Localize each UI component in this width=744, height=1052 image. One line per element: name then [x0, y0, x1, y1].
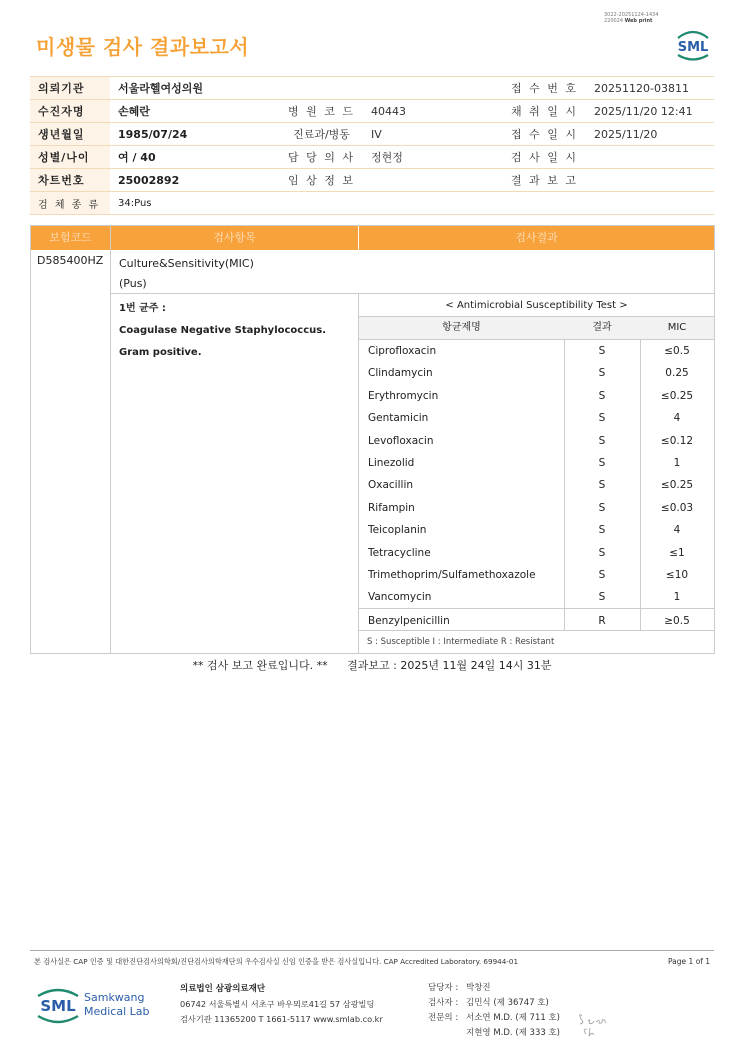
- patient-info-table: [30, 76, 714, 215]
- ast-row: [359, 452, 714, 474]
- logo-name-1: Samkwang: [84, 991, 145, 1004]
- organism-line2: Gram positive.: [119, 347, 202, 358]
- report-value: [586, 169, 714, 192]
- ast-row: [359, 362, 714, 384]
- lab-org: 의료법인 삼광의료재단: [180, 984, 266, 994]
- result-section: [30, 225, 715, 654]
- collect-date-label: 채 취 일 시: [503, 100, 586, 123]
- ast-result: S: [598, 591, 606, 604]
- test-date-label: 검 사 일 시: [503, 146, 586, 169]
- hospital-code-label: 병 원 코 드: [280, 100, 363, 123]
- insurance-code: D585400HZ: [37, 254, 104, 267]
- ast-mic: ≤0.5: [664, 345, 690, 357]
- ast-drug-name: Trimethoprim/Sulfamethoxazole: [368, 569, 536, 581]
- test-name-line2: (Pus): [119, 277, 147, 290]
- ast-drug-name: Tetracycline: [368, 546, 431, 559]
- ast-drug-name: Rifampin: [368, 501, 415, 514]
- staff-name: 서소연 M.D. (제 711 호): [466, 1013, 561, 1023]
- lab-address-line: 06742 서울특별시 서초구 바우뫼로41길 57 삼광빌딩: [180, 999, 375, 1009]
- staff-name: 김민식 (제 36747 호): [466, 998, 549, 1008]
- dept-label: 진료과/병동: [280, 123, 363, 146]
- ast-result: S: [598, 345, 606, 357]
- signature-image: [576, 1010, 612, 1038]
- ast-drug-name: Linezolid: [368, 457, 415, 469]
- clinical-label: 임 상 정 보: [280, 169, 363, 192]
- samkwang-logo: [36, 982, 156, 1028]
- sex-age-label: 성별/나이: [30, 146, 110, 169]
- ast-row: [359, 385, 714, 407]
- ast-col-name: 항균제명: [442, 322, 481, 333]
- ast-mic: 1: [673, 591, 681, 604]
- organism-line1: Coagulase Negative Staphylococcus.: [119, 325, 327, 336]
- header-code: 보험코드: [49, 231, 92, 244]
- divider: [110, 226, 111, 653]
- ast-mic: 0.25: [665, 367, 689, 380]
- ast-drug-name: Vancomycin: [368, 591, 432, 604]
- ast-result: S: [598, 389, 606, 402]
- ast-mic: ≤1: [669, 546, 685, 559]
- dept-value: IV: [363, 123, 503, 146]
- header-result: 검사결과: [515, 231, 558, 244]
- ast-mic: ≤0.25: [660, 479, 694, 492]
- ast-mic: 4: [673, 524, 681, 537]
- ast-row: [359, 586, 714, 608]
- ast-result: S: [598, 524, 606, 537]
- staff-role: 담당자 :: [428, 983, 459, 993]
- footer-divider: [30, 950, 714, 951]
- ast-result: S: [598, 569, 606, 581]
- hospital-code-value: 40443: [363, 100, 503, 123]
- ast-title: < Antimicrobial Susceptibility Test >: [445, 300, 628, 311]
- ast-mic: ≤0.25: [660, 389, 694, 402]
- ast-result: S: [598, 479, 606, 492]
- ast-drug-name: Benzylpenicillin: [368, 614, 450, 627]
- ast-result: S: [598, 501, 606, 514]
- staff-list: [428, 981, 560, 1041]
- test-name: [119, 254, 254, 294]
- receipt-no-value: 20251120-03811: [586, 77, 714, 100]
- lab-contact: 검사기관 11365200 T 1661-5117 www.smlab.co.kr: [180, 1014, 383, 1024]
- ast-row: [359, 519, 714, 541]
- ast-drug-name: Erythromycin: [368, 389, 439, 402]
- staff-name: 지현영 M.D. (제 333 호): [466, 1028, 561, 1038]
- ast-result: S: [598, 367, 606, 380]
- ast-row: [359, 542, 714, 564]
- result-header: [31, 226, 714, 250]
- test-name-line1: Culture&Sensitivity(MIC): [119, 257, 254, 270]
- sex-age-value: 여 / 40: [110, 146, 280, 169]
- ast-mic: ≥0.5: [664, 614, 690, 627]
- ast-drug-name: Ciprofloxacin: [368, 345, 437, 357]
- logo-top-text: SML: [677, 40, 709, 55]
- print-meta-line1: 3022-20251124-1434: [604, 12, 659, 18]
- ast-header: [359, 317, 714, 339]
- logo-bottom-text: SML: [40, 997, 76, 1015]
- receipt-date-value: 2025/11/20: [586, 123, 714, 146]
- ast-result: S: [598, 457, 606, 469]
- completion-note: ** 검사 보고 완료입니다. **: [192, 659, 328, 672]
- collect-date-value: 2025/11/20 12:41: [586, 100, 714, 123]
- clinical-value: [363, 169, 503, 192]
- ast-drug-name: Clindamycin: [368, 367, 433, 380]
- ast-row: [359, 497, 714, 519]
- ast-row: [359, 430, 714, 452]
- header-item: 검사항목: [213, 231, 256, 244]
- staff-role: 전문의 :: [428, 1013, 459, 1023]
- birth-value: 1985/07/24: [110, 123, 280, 146]
- staff-role: 검사자 :: [428, 998, 459, 1008]
- staff-role: [428, 1026, 466, 1041]
- specimen-label: 검 체 종 류: [30, 192, 110, 215]
- ast-result: R: [598, 614, 606, 627]
- receipt-no-label: 접 수 번 호: [503, 77, 586, 100]
- chart-no-value: 25002892: [110, 169, 280, 192]
- page-title: 미생물 검사 결과보고서: [36, 35, 250, 59]
- cap-accreditation: 본 검사실은 CAP 인증 및 대한진단검사의학회/진단검사의학재단의 우수검사실 신임 인증을 받은 검사실입니다. CAP Accredited Laboratory. 69944-01: [34, 957, 519, 966]
- logo-name-2: Medical Lab: [84, 1005, 150, 1018]
- test-date-value: [586, 146, 714, 169]
- ast-mic: ≤0.12: [660, 434, 694, 447]
- birth-label: 생년월일: [30, 123, 110, 146]
- specimen-value: 34:Pus: [110, 192, 714, 215]
- doctor-label: 담 당 의 사: [280, 146, 363, 169]
- ast-mic: 4: [673, 412, 681, 425]
- lab-address: [180, 981, 383, 1027]
- sml-logo-top: [672, 24, 714, 64]
- ast-col-result: 결과: [592, 322, 612, 333]
- report-label: 결 과 보 고: [503, 169, 586, 192]
- ast-result: S: [598, 412, 606, 425]
- ast-mic: ≤0.03: [660, 501, 694, 514]
- staff-name: 박창진: [466, 983, 491, 993]
- organism-label: 1번 균주 :: [119, 303, 166, 314]
- chart-no-label: 차트번호: [30, 169, 110, 192]
- print-meta: [604, 12, 659, 24]
- divider: [358, 226, 359, 250]
- ast-row: [359, 340, 714, 362]
- ast-col-mic: MIC: [667, 322, 687, 333]
- ast-mic: ≤10: [665, 569, 689, 581]
- ast-legend: S : Susceptible I : Intermediate R : Resistant: [367, 637, 555, 647]
- doctor-value: 정현정: [363, 146, 503, 169]
- ast-row: [359, 474, 714, 496]
- ast-result: S: [598, 546, 606, 559]
- ast-drug-name: Gentamicin: [368, 412, 429, 425]
- request-org-value: 서울라헬여성의원: [110, 77, 503, 100]
- request-org-label: 의뢰기관: [30, 77, 110, 100]
- ast-drug-name: Teicoplanin: [368, 524, 427, 537]
- print-meta-line2: 220024 Web print: [604, 18, 653, 24]
- ast-row: [359, 564, 714, 586]
- report-time: 결과보고 : 2025년 11월 24일 14시 31분: [347, 659, 552, 672]
- receipt-date-label: 접 수 일 시: [503, 123, 586, 146]
- page-number: Page 1 of 1: [668, 957, 711, 966]
- ast-drug-name: Levofloxacin: [368, 434, 434, 447]
- patient-label: 수진자명: [30, 100, 110, 123]
- patient-value: 손혜란: [110, 100, 280, 123]
- ast-mic: 1: [673, 457, 681, 469]
- completion-line: [0, 657, 744, 673]
- ast-row: [359, 610, 714, 632]
- ast-drug-name: Oxacillin: [368, 479, 414, 492]
- ast-result: S: [598, 434, 606, 447]
- ast-row: [359, 407, 714, 429]
- organism-info: [119, 298, 326, 364]
